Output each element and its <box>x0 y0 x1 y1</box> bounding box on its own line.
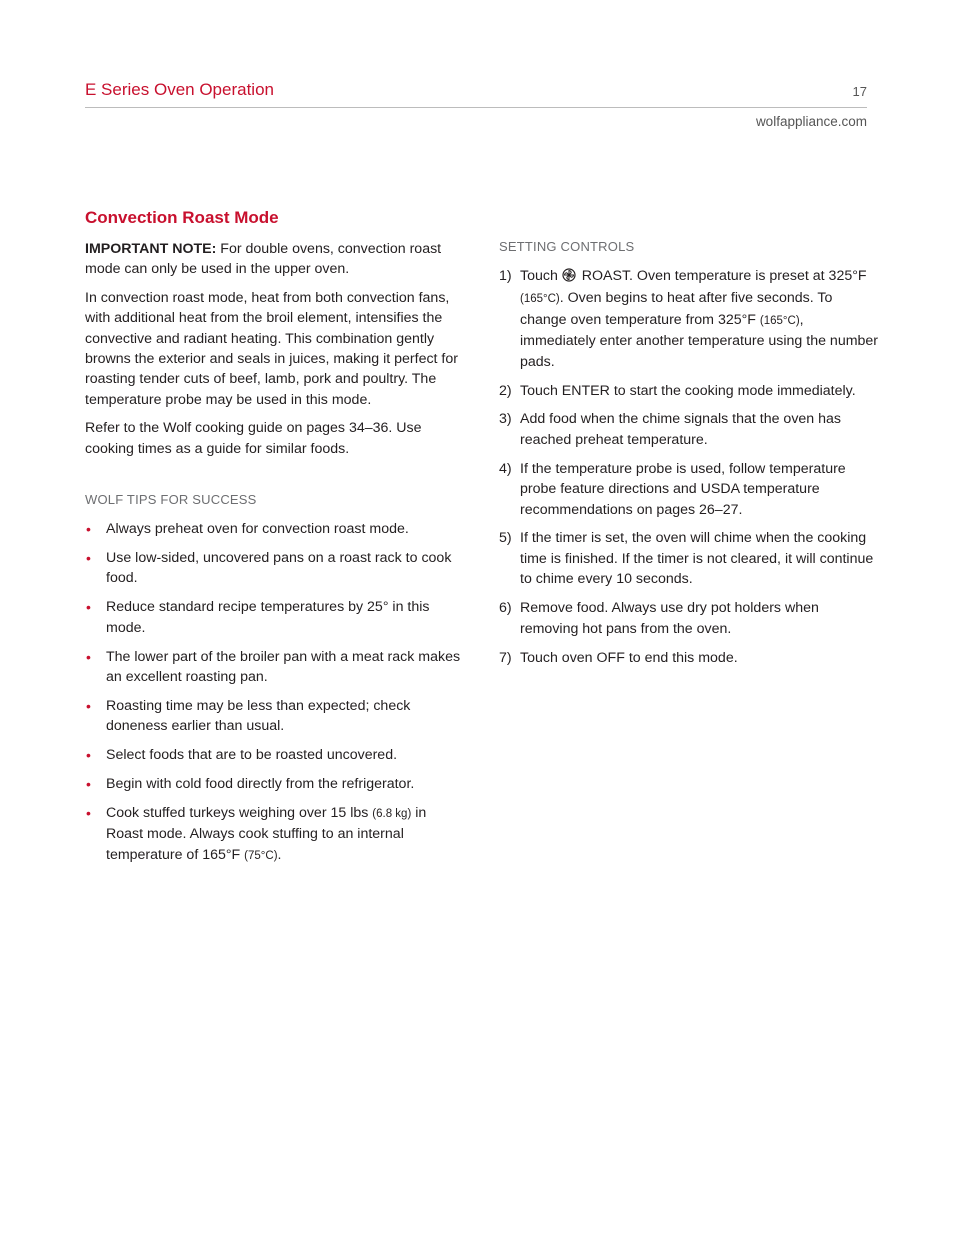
step-item <box>499 528 879 589</box>
step-text-part: ROAST. Oven temperature is preset at 325°F <box>577 268 867 284</box>
step-text: If the timer is set, the oven will chime when the cooking time is finished. If the timer is not cleared, it will continue to chime every 10 seconds. <box>520 530 874 588</box>
step-text: Add food when the chime signals that the oven has reached preheat temperature. <box>520 411 842 448</box>
step-number: 4) <box>499 460 512 477</box>
metric-temperature: (165°C) <box>520 293 560 306</box>
tip-item <box>85 647 465 688</box>
tips-heading: WOLF TIPS FOR SUCCESS <box>85 492 257 508</box>
cooking-guide-paragraph: Refer to the Wolf cooking guide on pages 34–36. Use cooking times as a guide for similar foods. <box>85 420 422 457</box>
bullet-icon: • <box>86 648 91 665</box>
tip-item <box>85 774 465 794</box>
step-item <box>499 598 879 639</box>
note-label: IMPORTANT NOTE: <box>85 241 217 257</box>
tip-item <box>85 803 465 866</box>
step-item <box>499 648 879 668</box>
step-number: 2) <box>499 382 512 399</box>
tip-text: The lower part of the broiler pan with a meat rack makes an excellent roasting pan. <box>106 648 461 685</box>
bullet-icon: • <box>86 776 91 793</box>
step-text-part: , immediately enter another temperature using the number pads. <box>520 311 879 370</box>
tip-item <box>85 745 465 765</box>
step-number: 5) <box>499 530 512 547</box>
tip-text <box>106 805 426 863</box>
step-item <box>499 381 879 401</box>
right-column <box>499 238 879 676</box>
convection-fan-icon <box>562 268 576 288</box>
tip-text: Select foods that are to be roasted uncovered. <box>106 747 398 764</box>
page-number: 17 <box>852 84 867 99</box>
step-text: Remove food. Always use dry pot holders when removing hot pans from the oven. <box>520 600 819 637</box>
metric-temperature: (75°C) <box>244 849 278 862</box>
tips-list <box>85 519 465 866</box>
step-number: 3) <box>499 411 512 428</box>
step-item <box>499 266 879 372</box>
bullet-icon: • <box>86 697 91 714</box>
step-text-part: . Oven begins to heat after five seconds. To change oven temperature from 325°F <box>520 290 833 328</box>
bullet-icon: • <box>86 521 91 538</box>
step-number: 7) <box>499 649 512 666</box>
left-column <box>85 207 465 875</box>
tip-text: Use low-sided, uncovered pans on a roast rack to cook food. <box>106 549 452 587</box>
bullet-icon: • <box>86 747 91 764</box>
tip-text: Roasting time may be less than expected; check doneness earlier than usual. <box>106 697 411 735</box>
note-text: For double ovens, convection roast mode can only be used in the upper oven. <box>85 241 442 278</box>
tip-text-part: in Roast mode. Always cook stuffing to an internal temperature of 165°F <box>106 805 427 863</box>
step-text: If the temperature probe is used, follow temperature probe feature directions and USDA temperature recommendations on pages 26–27. <box>520 460 846 518</box>
tip-item <box>85 597 465 638</box>
step-text: Touch ENTER to start the cooking mode immediately. <box>520 382 856 399</box>
tip-item <box>85 696 465 737</box>
description-paragraph: In convection roast mode, heat from both convection fans, with additional heat from the broil element, intensifies the convective and radiant heating. This combination gently browns the exterior and seals in juices, making it perfect for roasting tender cuts of beef, lamb, pork and poultry. The temperature probe may be used in this mode. <box>85 289 458 408</box>
step-text <box>520 268 878 370</box>
bullet-icon: • <box>86 805 91 822</box>
tip-item <box>85 548 465 589</box>
step-text-part: Touch <box>520 268 562 284</box>
tip-text: Always preheat oven for convection roast mode. <box>106 521 409 538</box>
tip-text-part: . <box>277 846 282 863</box>
metric-weight: (6.8 kg) <box>372 808 412 821</box>
step-item <box>499 409 879 450</box>
metric-temperature: (165°C) <box>759 314 800 327</box>
step-number: 1) <box>499 268 512 284</box>
step-number: 6) <box>499 600 512 617</box>
bullet-icon: • <box>86 599 91 616</box>
tip-item <box>85 519 465 539</box>
step-item <box>499 459 879 520</box>
tip-text-part: Cook stuffed turkeys weighing over 15 lbs <box>106 805 373 822</box>
step-text: Touch oven OFF to end this mode. <box>520 649 738 666</box>
bullet-icon: • <box>86 549 91 566</box>
header-divider <box>85 107 867 108</box>
important-note <box>85 239 465 280</box>
steps-list <box>499 266 879 668</box>
website-url: wolfappliance.com <box>755 114 867 129</box>
header-title: E Series Oven Operation <box>85 80 274 99</box>
setting-controls-heading: SETTING CONTROLS <box>499 239 635 254</box>
section-title: Convection Roast Mode <box>85 208 279 227</box>
tip-text: Reduce standard recipe temperatures by 25° in this mode. <box>106 599 430 636</box>
tip-text: Begin with cold food directly from the refrigerator. <box>106 776 415 793</box>
